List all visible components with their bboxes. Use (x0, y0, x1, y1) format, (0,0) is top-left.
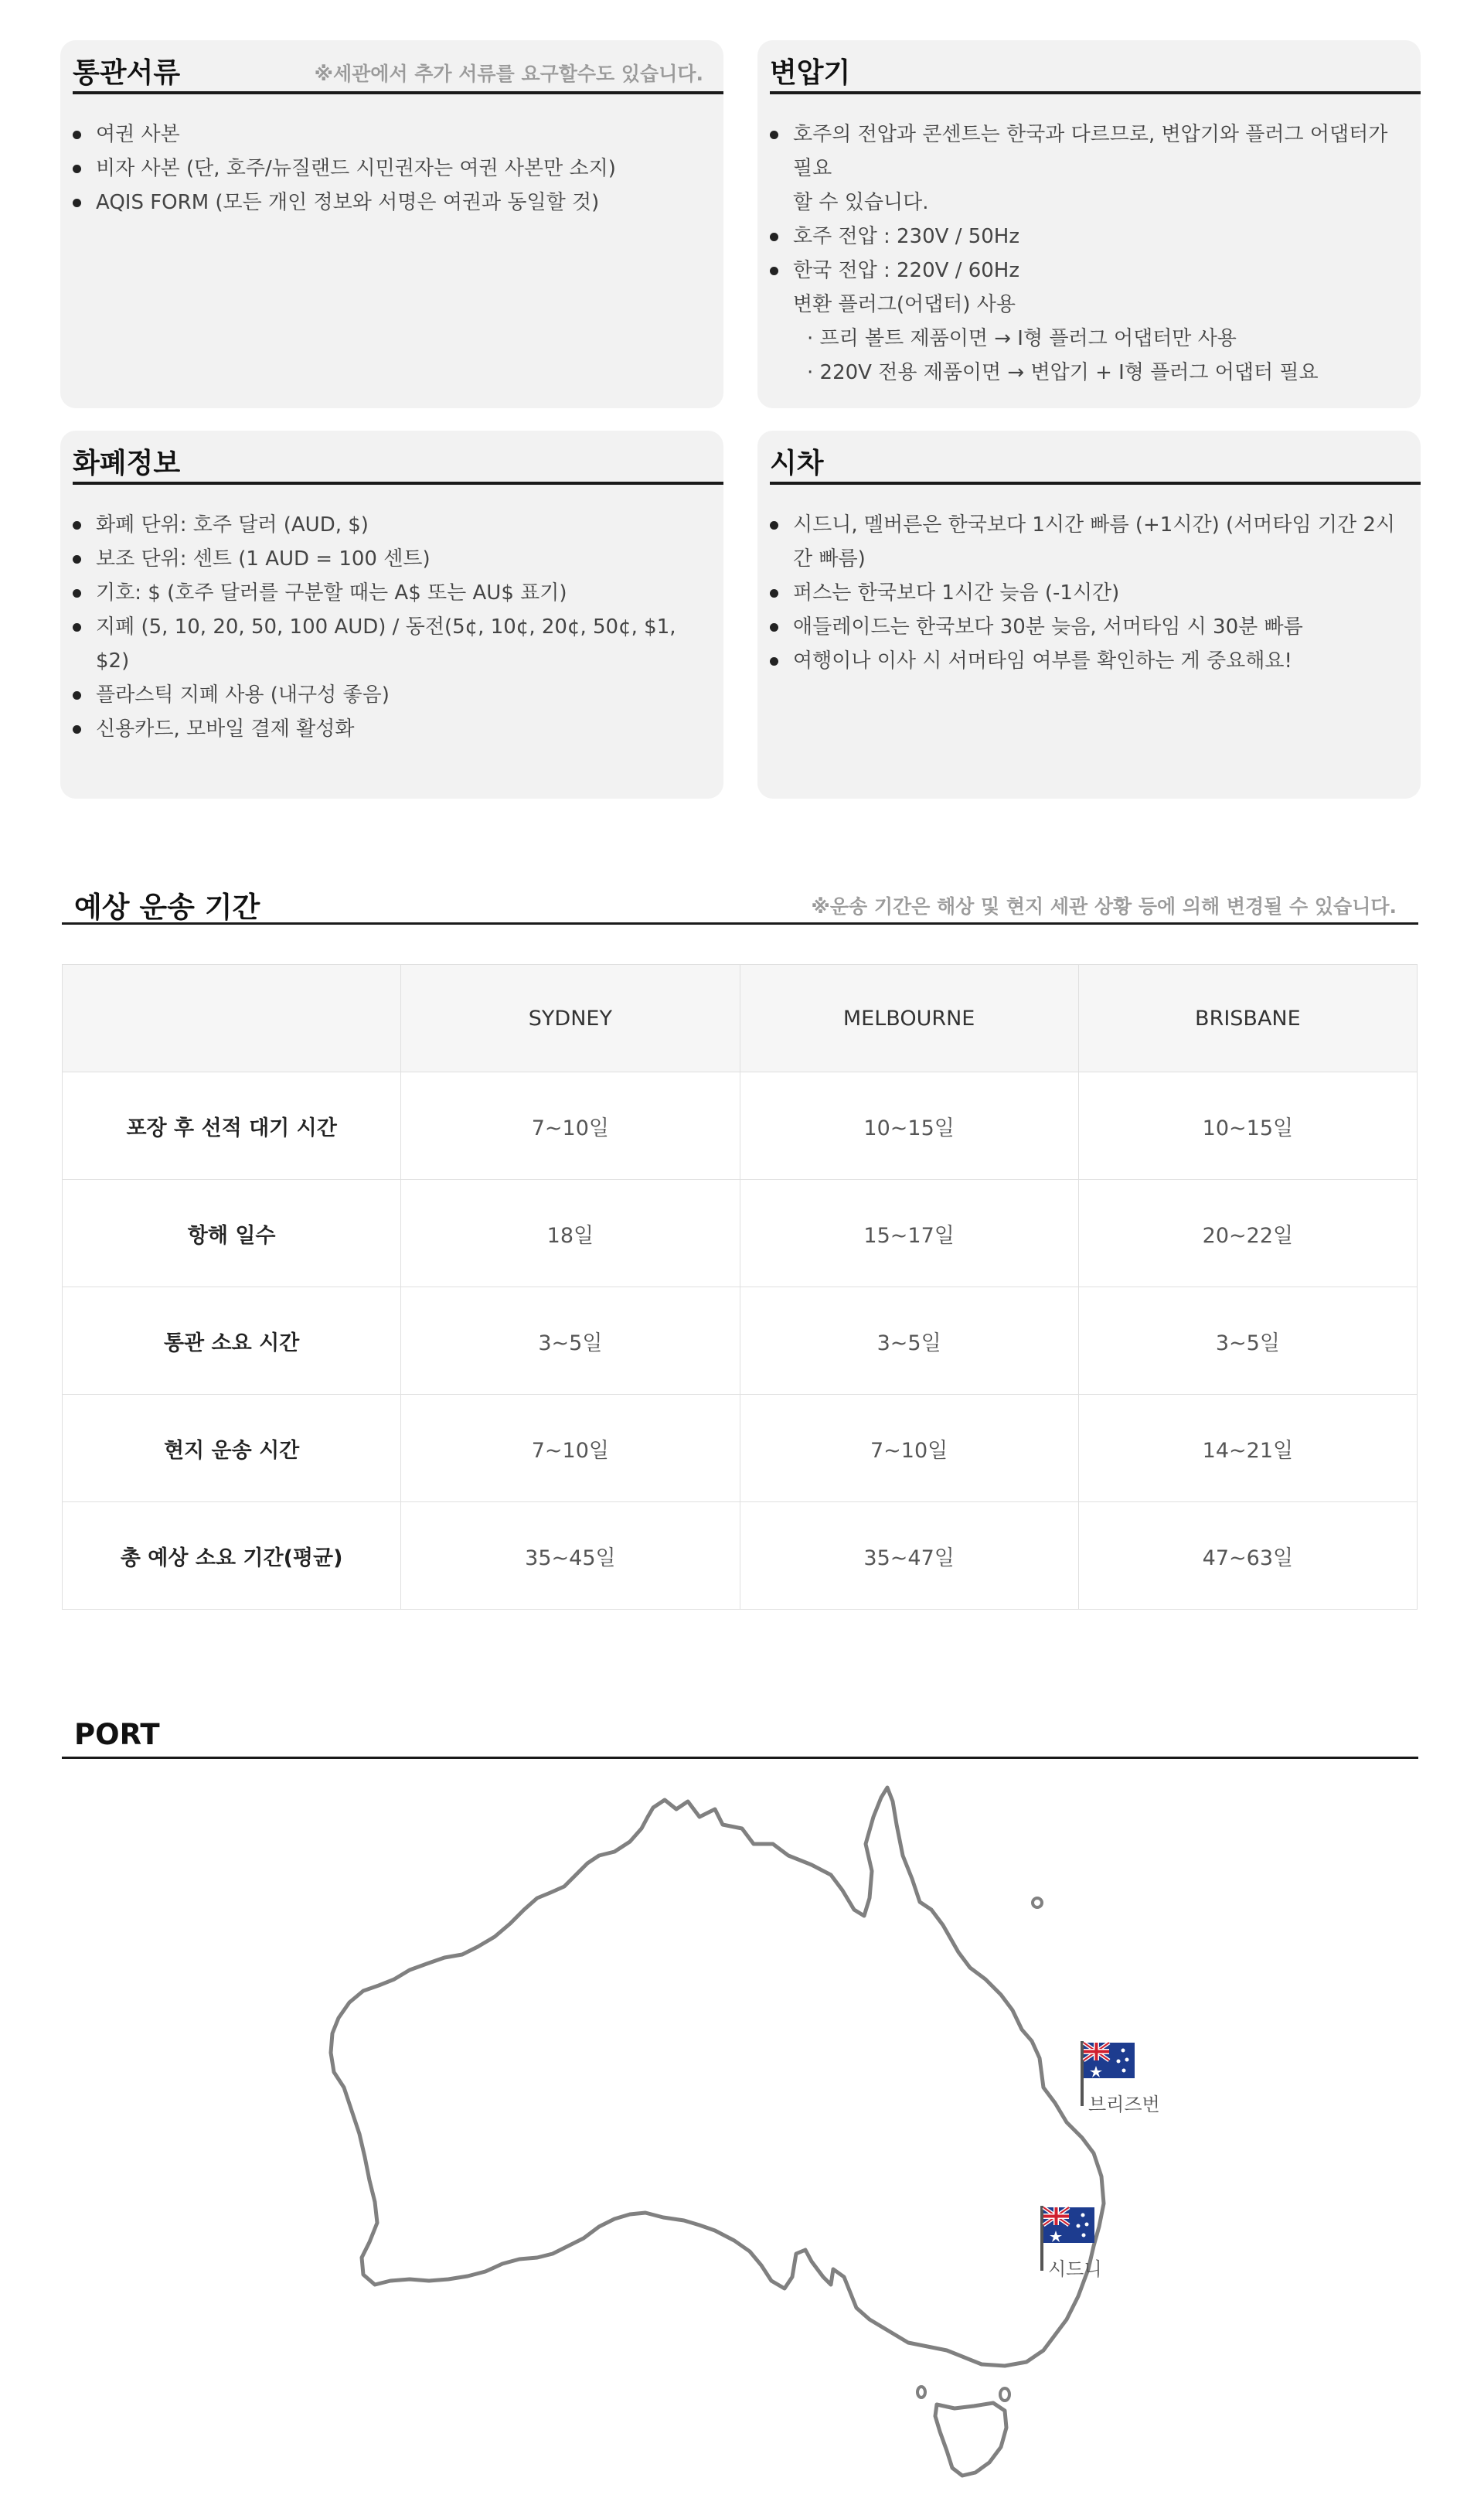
table-cell: 7~10일 (401, 1072, 740, 1180)
row-label: 현지 운송 시간 (63, 1395, 401, 1502)
list-subitem: · 프리 볼트 제품이면 → I형 플러그 어댑터만 사용 (807, 327, 1237, 350)
table-cell: 3~5일 (401, 1287, 740, 1395)
table-cell: 7~10일 (401, 1395, 740, 1502)
list-item: 보조 단위: 센트 (1 AUD = 100 센트) (73, 542, 700, 576)
list-item: 비자 사본 (단, 호주/뉴질랜드 시민권자는 여권 사본만 소지) (73, 152, 700, 186)
list-item: AQIS FORM (모든 개인 정보와 서명은 여권과 동일할 것) (73, 186, 700, 220)
list-item-continued: 변환 플러그(어댑터) 사용 (793, 293, 1016, 316)
list-item: 호주의 전압과 콘센트는 한국과 다르므로, 변압기와 플러그 어댑터가 필요 (770, 118, 1397, 186)
list-item: 지폐 (5, 10, 20, 50, 100 AUD) / 동전(5¢, 10¢, 20¢, 50¢, $1, $2) (73, 610, 700, 678)
table-cell: 47~63일 (1078, 1502, 1417, 1610)
row-label: 포장 후 선적 대기 시간 (63, 1072, 401, 1180)
list-item: 애들레이드는 한국보다 30분 늦음, 서머타임 시 30분 빠름 (770, 610, 1397, 644)
list-item: 여권 사본 (73, 118, 700, 152)
row-label: 통관 소요 시간 (63, 1287, 401, 1395)
list-item: 시드니, 멜버른은 한국보다 1시간 빠름 (+1시간) (서머타임 기간 2시 (770, 508, 1397, 542)
table-cell: 18일 (401, 1180, 740, 1287)
currency-title: 화폐정보 (73, 448, 181, 479)
list-item: 퍼스는 한국보다 1시간 늦음 (-1시간) (770, 576, 1397, 610)
table-cell: 20~22일 (1078, 1180, 1417, 1287)
tasmania-outline (935, 2403, 1006, 2476)
table-cell: 7~10일 (740, 1395, 1078, 1502)
table-header-sydney: SYDNEY (401, 965, 740, 1072)
island-dot (1000, 2388, 1009, 2401)
customs-title: 통관서류 (73, 57, 181, 89)
table-cell: 3~5일 (740, 1287, 1078, 1395)
list-item: 화폐 단위: 호주 달러 (AUD, $) (73, 508, 700, 542)
row-label: 총 예상 소요 기간(평균) (63, 1502, 401, 1610)
island-dot (917, 2387, 925, 2398)
shipping-title: 예상 운송 기간 (74, 891, 260, 924)
sydney-label: 시드니 (1048, 2258, 1102, 2280)
port-title: PORT (74, 1718, 160, 1751)
list-item-continued: 간 빠름) (793, 547, 866, 571)
list-item-continued: 할 수 있습니다. (793, 191, 929, 214)
list-item: 신용카드, 모바일 결제 활성화 (73, 712, 700, 746)
customs-note: ※세관에서 추가 서류를 요구할수도 있습니다. (314, 63, 703, 85)
shipping-note: ※운송 기간은 해상 및 현지 세관 상황 등에 의해 변경될 수 있습니다. (811, 895, 1397, 918)
list-item: 기호: $ (호주 달러를 구분할 때는 A$ 또는 AU$ 표기) (73, 576, 700, 610)
timezone-title: 시차 (770, 448, 824, 479)
row-label: 항해 일수 (63, 1180, 401, 1287)
list-subitem: · 220V 전용 제품이면 → 변압기 + I형 플러그 어댑터 필요 (807, 361, 1319, 384)
table-cell: 3~5일 (1078, 1287, 1417, 1395)
table-cell: 35~47일 (740, 1502, 1078, 1610)
table-cell: 10~15일 (740, 1072, 1078, 1180)
brisbane-label: 브리즈번 (1088, 2094, 1160, 2115)
list-item: 한국 전압 : 220V / 60Hz (770, 254, 1397, 288)
table-header-brisbane: BRISBANE (1078, 965, 1417, 1072)
table-cell: 35~45일 (401, 1502, 740, 1610)
table-cell: 14~21일 (1078, 1395, 1417, 1502)
list-item: 호주 전압 : 230V / 50Hz (770, 220, 1397, 254)
australia-mainland-outline (331, 1788, 1104, 2366)
table-cell: 10~15일 (1078, 1072, 1417, 1180)
table-header-melbourne: MELBOURNE (740, 965, 1078, 1072)
list-item: 여행이나 이사 시 서머타임 여부를 확인하는 게 중요해요! (770, 644, 1397, 678)
list-item: 플라스틱 지폐 사용 (내구성 좋음) (73, 678, 700, 712)
table-cell: 15~17일 (740, 1180, 1078, 1287)
transformer-title: 변압기 (770, 57, 851, 89)
island-dot (1033, 1898, 1042, 1907)
